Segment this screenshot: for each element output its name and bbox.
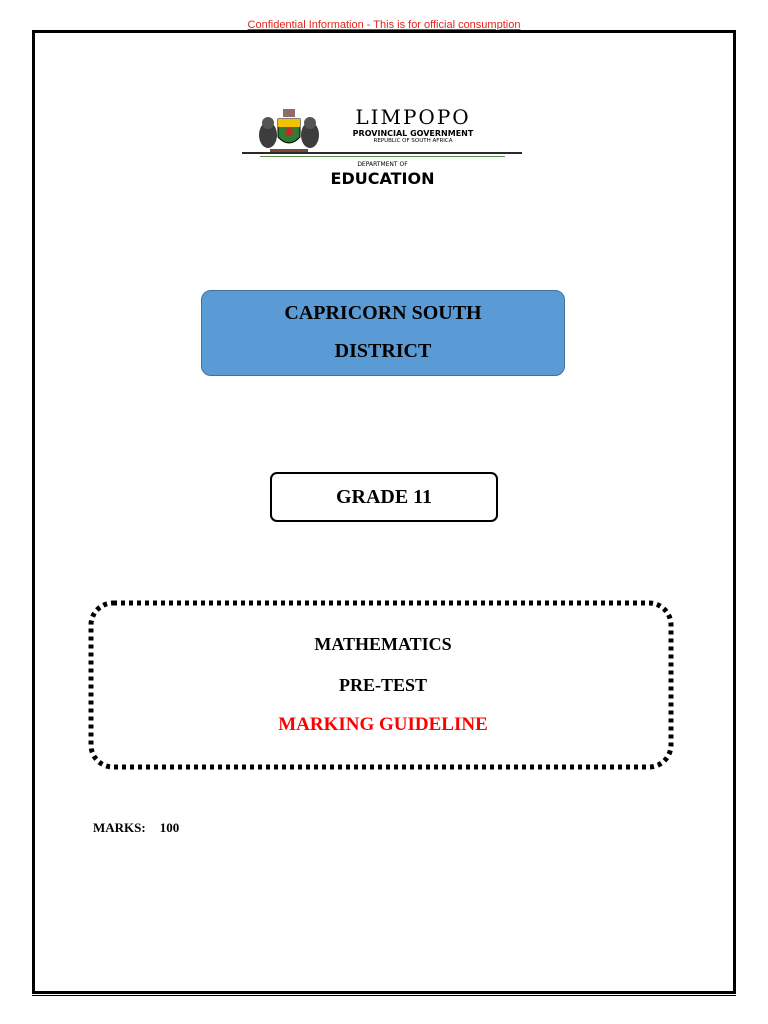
logo-department-name: EDUCATION — [330, 169, 435, 188]
logo-government: PROVINCIAL GOVERNMENT — [352, 129, 474, 138]
marks-line — [93, 820, 179, 836]
district-line1: CAPRICORN SOUTH — [284, 302, 482, 324]
confidential-notice: Confidential Information - This is for official consumption — [247, 19, 521, 31]
district-line2: DISTRICT — [334, 340, 432, 362]
marks-label: MARKS: — [93, 820, 146, 835]
grade-box: GRADE 11 — [270, 472, 498, 522]
logo-country: REPUBLIC OF SOUTH AFRICA — [373, 138, 453, 144]
subject-name: MATHEMATICS — [314, 634, 452, 654]
marks-value: 100 — [159, 820, 180, 835]
logo-brand: LIMPOPO — [355, 105, 471, 129]
document-type: MARKING GUIDELINE — [278, 714, 488, 735]
logo-department-of: DEPARTMENT OF — [357, 161, 408, 168]
subject-test: PRE-TEST — [338, 675, 428, 695]
